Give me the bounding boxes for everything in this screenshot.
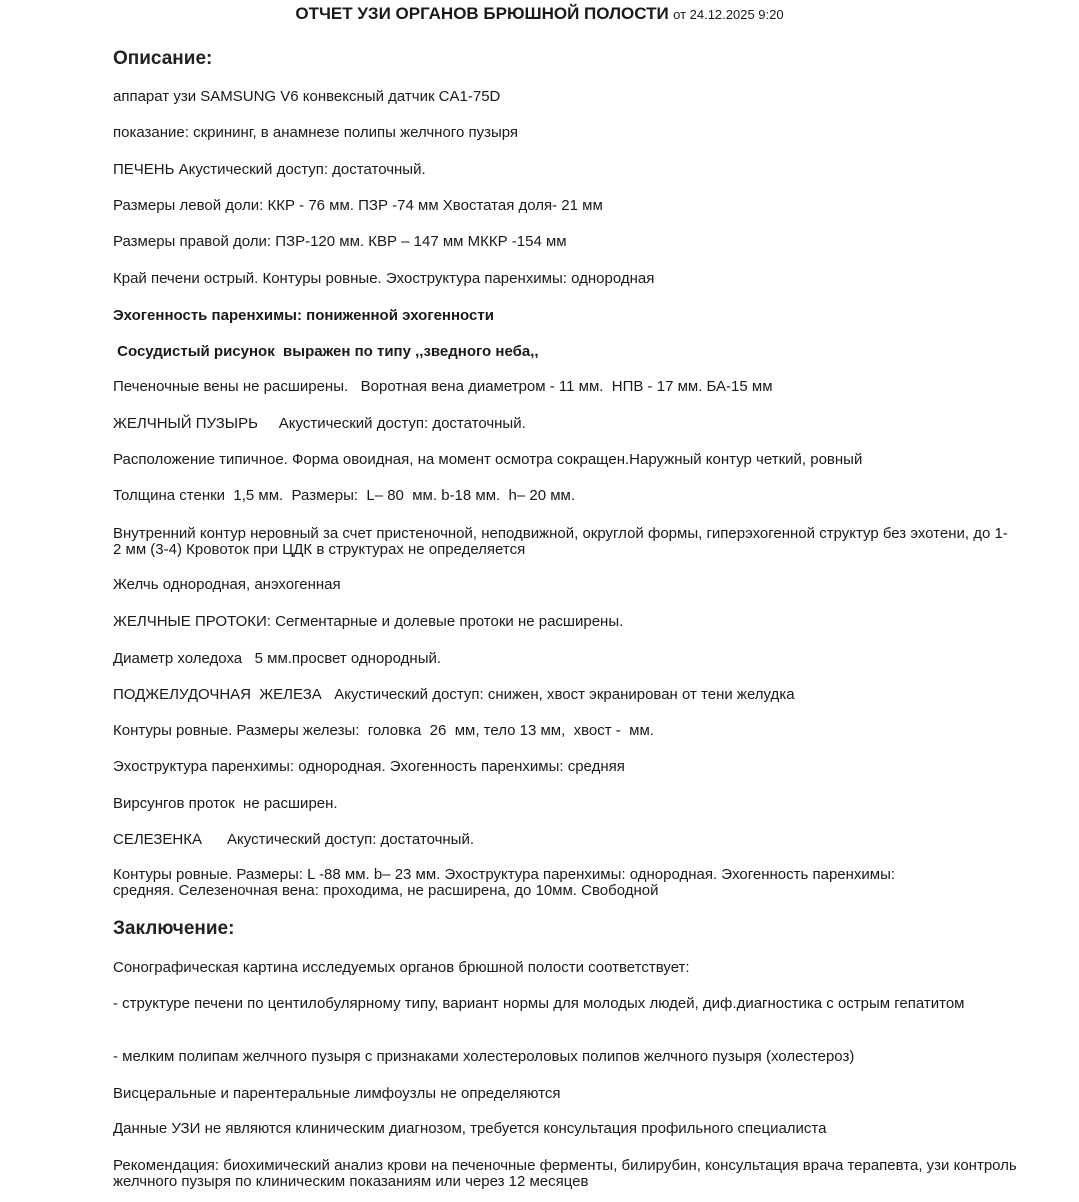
report-date: от 24.12.2025 9:20 [673,7,784,22]
conclusion-line: Сонографическая картина исследуемых органов брюшной полости соответствует: [113,959,690,976]
conclusion-heading: Заключение: [113,918,235,939]
report-title [0,4,1079,24]
conclusion-line: Висцеральные и парентеральные лимфоузлы не определяются [113,1085,561,1102]
description-line: Эхогенность паренхимы: пониженной эхогенности [113,307,494,324]
description-line: Толщина стенки 1,5 мм. Размеры: L– 80 мм. b-18 мм. h– 20 мм. [113,487,576,504]
conclusion-line: - мелким полипам желчного пузыря с признаками холестероловых полипов желчного пузыря (холестероз) [113,1048,855,1065]
description-line: Эхоструктура паренхимы: однородная. Эхогенность паренхимы: средняя [113,758,625,775]
description-line: Контуры ровные. Размеры железы: головка 26 мм, тело 13 мм, хвост - мм. [113,722,654,739]
description-line: Расположение типичное. Форма овоидная, на момент осмотра сокращен.Наружный контур четкий, ровный [113,451,863,468]
description-line: ЖЕЛЧНЫЕ ПРОТОКИ: Сегментарные и долевые протоки не расширены. [113,613,624,630]
description-line: показание: скрининг, в анамнезе полипы желчного пузыря [113,124,519,141]
description-line: ЖЕЛЧНЫЙ ПУЗЫРЬ Акустический доступ: достаточный. [113,415,526,432]
description-line: Желчь однородная, анэхогенная [113,576,341,593]
conclusion-line: - структуре печени по центилобулярному типу, вариант нормы для молодых людей, диф.диагностика с острым гепатитом [113,995,965,1012]
description-line: Вирсунгов проток не расширен. [113,795,338,812]
report-title-text: ОТЧЕТ УЗИ ОРГАНОВ БРЮШНОЙ ПОЛОСТИ [295,4,669,23]
description-line: Размеры левой доли: ККР - 76 мм. ПЗР -74 мм Хвостатая доля- 21 мм [113,197,603,214]
description-line: аппарат узи SAMSUNG V6 конвексный датчик CA1-75D [113,88,501,105]
conclusion-line: Рекомендация: биохимический анализ крови на печеночные ферменты, билирубин, консультация врача терапевта, узи контроль желчного пузыря по клиническим показаниям или через 12 месяцев [113,1157,1017,1190]
conclusion-line: Данные УЗИ не являются клиническим диагнозом, требуется консультация профильного специалиста [113,1120,827,1137]
description-line: ПОДЖЕЛУДОЧНАЯ ЖЕЛЕЗА Акустический доступ: снижен, хвост экранирован от тени желудка [113,686,795,703]
description-line: Край печени острый. Контуры ровные. Эхоструктура паренхимы: однородная [113,270,655,287]
description-heading: Описание: [113,48,213,69]
description-line: Печеночные вены не расширены. Воротная вена диаметром - 11 мм. НПВ - 17 мм. БА-15 мм [113,378,773,395]
description-line: Сосудистый рисунок выражен по типу ,,зведного неба,, [113,343,539,360]
description-line: Контуры ровные. Размеры: L -88 мм. b– 23 мм. Эхоструктура паренхимы: однородная. Эхогенность паренхимы: средняя. Селезеночная вена: проходима, не расширена, до 10мм. Свободной [113,866,896,899]
description-line: Диаметр холедоха 5 мм.просвет однородный. [113,650,442,667]
description-line: СЕЛЕЗЕНКА Акустический доступ: достаточный. [113,831,475,848]
description-line: Внутренний контур неровный за счет пристеночной, неподвижной, округлой формы, гиперэхогенной структур без эхотени, до 1-2 мм (3-4) Кровоток при ЦДК в структурах не определяется [113,525,1008,558]
description-line: ПЕЧЕНЬ Акустический доступ: достаточный. [113,161,426,178]
description-line: Размеры правой доли: ПЗР-120 мм. КВР – 147 мм МККР -154 мм [113,233,567,250]
